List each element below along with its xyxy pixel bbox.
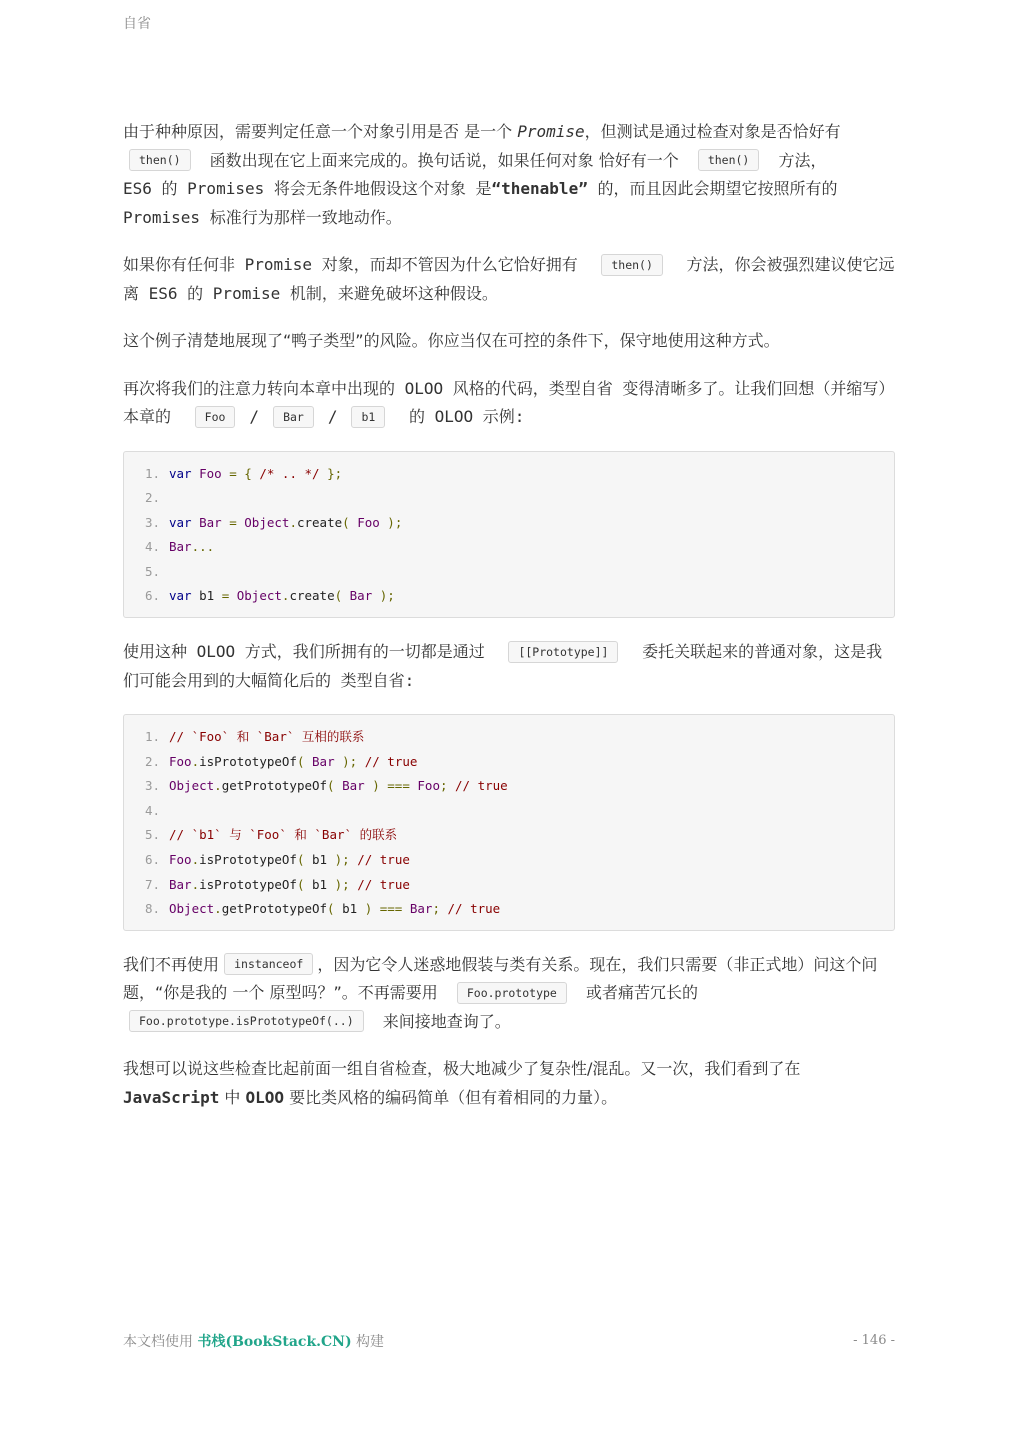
code-line bbox=[124, 873, 894, 898]
line-number: 3. bbox=[144, 514, 160, 530]
text: ，但测试是通过检查对象是否恰好有 bbox=[584, 122, 841, 141]
code-token bbox=[335, 778, 343, 793]
code-line bbox=[124, 511, 894, 536]
line-number: 6. bbox=[144, 588, 160, 604]
code-token: === bbox=[387, 778, 410, 794]
page-number: - 146 - bbox=[853, 1333, 895, 1348]
code-token bbox=[192, 466, 200, 481]
paragraph-non-promise bbox=[123, 251, 895, 308]
code-token bbox=[229, 588, 237, 603]
code-token: Object bbox=[169, 901, 215, 917]
code-token: Foo bbox=[417, 778, 440, 794]
line-number: 4. bbox=[144, 539, 160, 555]
code-token: b1 bbox=[304, 852, 335, 868]
text: 如果你有任何非 Promise 对象，而却不管因为什么它恰好拥有 bbox=[123, 255, 588, 274]
code-token: . bbox=[191, 753, 200, 769]
separator: / bbox=[327, 407, 338, 426]
code-token bbox=[402, 901, 410, 916]
code-token: getPrototypeOf bbox=[221, 778, 328, 794]
text: 委托关联起来的普通对象，这是我们可能会用到的大幅简化后的 类型自省: bbox=[123, 642, 883, 690]
code-token: . bbox=[191, 852, 200, 868]
code-block-type-introspection bbox=[123, 714, 895, 931]
strong-javascript: JavaScript bbox=[123, 1087, 220, 1107]
code-text bbox=[169, 511, 402, 536]
code-text bbox=[169, 897, 500, 922]
code-token: ( bbox=[296, 753, 305, 769]
code-token: }; bbox=[327, 465, 343, 481]
line-number: 2. bbox=[144, 490, 160, 506]
line-number: 7. bbox=[144, 876, 160, 892]
footer-suffix: 构建 bbox=[351, 1334, 385, 1350]
inline-code-b1: b1 bbox=[351, 406, 385, 428]
paragraph-duck-typing: 这个例子清楚地展现了“鸭子类型”的风险。你应当仅在可控的条件下，保守地使用这种方式。 bbox=[123, 331, 780, 350]
code-token: = bbox=[229, 514, 237, 530]
code-token: Object bbox=[236, 588, 282, 604]
code-line bbox=[124, 584, 894, 609]
code-token: ); bbox=[334, 852, 350, 868]
code-token: // true bbox=[357, 876, 410, 892]
code-token: Object bbox=[169, 778, 215, 794]
code-token bbox=[335, 754, 343, 769]
code-token: Bar bbox=[349, 588, 373, 604]
footer-credit bbox=[123, 1331, 384, 1351]
code-line bbox=[124, 799, 894, 824]
paragraph-oloo-intro bbox=[123, 375, 895, 432]
code-line bbox=[124, 462, 894, 487]
code-token: isPrototypeOf bbox=[199, 852, 297, 868]
code-token: getPrototypeOf bbox=[221, 901, 328, 917]
text: 的，而且因此会期望它按照所有的 Promises 标准行为那样一致地动作。 bbox=[123, 179, 838, 227]
inline-code-then: then() bbox=[698, 149, 760, 171]
code-token: Foo bbox=[199, 465, 222, 481]
text: 我想可以说这些检查比起前面一组自省检查，极大地减少了复杂性/混乱。又一次，我们看到了在 bbox=[123, 1059, 801, 1079]
code-line bbox=[124, 535, 894, 560]
code-token: = bbox=[221, 588, 230, 604]
text: 方法， bbox=[773, 150, 827, 170]
code-text bbox=[169, 750, 417, 775]
code-text bbox=[169, 462, 342, 487]
code-token: . bbox=[191, 876, 200, 892]
inline-code-foo-prototype: Foo.prototype bbox=[457, 982, 567, 1004]
code-token: // true bbox=[357, 852, 410, 868]
code-text bbox=[169, 774, 508, 799]
code-token: isPrototypeOf bbox=[199, 876, 297, 892]
text: 由于种种原因，需要判定任意一个对象引用是否 是一个 bbox=[123, 122, 518, 141]
text: 或者痛苦冗长的 bbox=[580, 983, 698, 1003]
code-token: isPrototypeOf bbox=[199, 753, 297, 769]
line-number: 3. bbox=[144, 778, 160, 794]
inline-code-then: then() bbox=[129, 149, 191, 171]
code-token: { bbox=[244, 465, 252, 481]
code-token: Bar bbox=[312, 753, 335, 769]
text: 方法，你会被强烈建议使它远离 ES6 的 Promise 机制，来避免破坏这种假设。 bbox=[123, 255, 895, 303]
paragraph-promise-thenable bbox=[123, 118, 895, 232]
code-token: === bbox=[379, 901, 403, 917]
code-block-oloo-example bbox=[123, 451, 895, 619]
code-token: ); bbox=[342, 753, 358, 769]
text: 函数出现在它上面来完成的。换句话说，如果任何对象 恰好有一个 bbox=[204, 150, 684, 170]
code-token: . bbox=[214, 778, 222, 794]
line-number: 2. bbox=[144, 753, 160, 769]
code-token bbox=[372, 901, 380, 916]
code-token: Bar bbox=[169, 539, 192, 555]
code-token: . bbox=[214, 901, 222, 917]
code-token: // true bbox=[455, 778, 508, 794]
code-line bbox=[124, 823, 894, 848]
code-token: ) bbox=[364, 901, 373, 917]
code-token: ( bbox=[327, 778, 335, 794]
code-token: Foo bbox=[357, 514, 380, 530]
paragraph-conclusion bbox=[123, 1055, 895, 1112]
code-token bbox=[192, 515, 200, 530]
inline-code-foo: Foo bbox=[195, 406, 236, 428]
code-token: ); bbox=[379, 588, 395, 604]
code-token: Bar bbox=[342, 778, 365, 794]
code-token: create bbox=[289, 588, 335, 604]
code-token: ( bbox=[342, 514, 350, 530]
strong-oloo: OLOO bbox=[245, 1087, 285, 1107]
code-text bbox=[169, 873, 410, 898]
separator: / bbox=[249, 407, 260, 426]
line-number: 1. bbox=[144, 729, 160, 745]
text: 我们不再使用 bbox=[123, 954, 225, 974]
code-token bbox=[320, 466, 328, 481]
code-token: var bbox=[169, 465, 192, 481]
code-token: ( bbox=[296, 876, 305, 892]
code-token: ... bbox=[191, 539, 215, 555]
code-token bbox=[372, 588, 380, 603]
document-body bbox=[123, 118, 895, 1131]
code-token: var bbox=[169, 514, 192, 530]
line-number: 6. bbox=[144, 852, 160, 868]
inline-code-bar: Bar bbox=[273, 406, 314, 428]
code-token: // true bbox=[364, 753, 418, 769]
code-text bbox=[169, 535, 214, 560]
code-text bbox=[169, 848, 410, 873]
code-token: ); bbox=[334, 876, 350, 892]
code-token: . bbox=[289, 514, 297, 530]
strong-thenable: “thenable” bbox=[491, 179, 588, 198]
code-token bbox=[440, 901, 448, 916]
inline-code-prototype: [[Prototype]] bbox=[508, 641, 618, 663]
code-token: b1 bbox=[304, 876, 335, 892]
code-token: /* .. */ bbox=[259, 465, 320, 481]
code-token bbox=[304, 754, 312, 769]
code-token: ; bbox=[432, 901, 440, 917]
code-token: // `b1` 与 `Foo` 和 `Bar` 的联系 bbox=[169, 827, 398, 843]
code-line bbox=[124, 750, 894, 775]
code-token: Foo bbox=[169, 852, 192, 868]
code-token: Bar bbox=[409, 901, 433, 917]
code-line bbox=[124, 486, 894, 511]
text: 要比类风格的编码简单（但有着相同的力量）。 bbox=[284, 1087, 618, 1107]
footer-brand-link[interactable]: 书栈(BookStack.CN) bbox=[197, 1334, 352, 1350]
text: ，因为它令人迷惑地假装与类有关系。现在，我们只需要（非正式地）问这个问题，“你是我的 一个 原型吗？”。不再需要用 bbox=[123, 954, 878, 1003]
code-token: ; bbox=[439, 778, 448, 794]
code-token: Bar bbox=[169, 876, 192, 892]
text: 的 OLOO 示例: bbox=[399, 407, 525, 426]
code-token: . bbox=[281, 588, 290, 604]
code-token: ( bbox=[327, 901, 335, 917]
emphasis-promise: Promise bbox=[517, 122, 585, 141]
code-token: ( bbox=[296, 852, 305, 868]
code-token: var bbox=[169, 588, 192, 604]
code-token: b1 bbox=[191, 588, 222, 604]
code-token: = bbox=[229, 465, 237, 481]
inline-code-is-prototype-of: Foo.prototype.isPrototypeOf(..) bbox=[129, 1010, 364, 1032]
line-number: 8. bbox=[144, 901, 160, 917]
code-text bbox=[169, 823, 397, 848]
code-token: b1 bbox=[334, 901, 365, 917]
code-token bbox=[342, 588, 350, 603]
code-token: Foo bbox=[169, 753, 192, 769]
code-token bbox=[357, 754, 365, 769]
code-token: // true bbox=[447, 901, 501, 917]
running-header: 自省 bbox=[123, 16, 151, 32]
inline-code-then: then() bbox=[601, 254, 663, 276]
code-line bbox=[124, 725, 894, 750]
code-token: create bbox=[296, 514, 343, 530]
code-text bbox=[169, 584, 395, 609]
text: 中 bbox=[219, 1087, 246, 1107]
code-token: ) bbox=[372, 778, 380, 794]
inline-code-instanceof: instanceof bbox=[224, 953, 313, 975]
code-token bbox=[448, 778, 456, 793]
text: 来间接地查询了。 bbox=[377, 1011, 511, 1031]
text: 再次将我们的注意力转向本章中出现的 OLOO 风格的代码，类型自省 变得清晰多了。让我们回想（并缩写）本章的 bbox=[123, 378, 895, 426]
paragraph-oloo-delegation bbox=[123, 638, 895, 695]
line-number: 4. bbox=[144, 802, 160, 818]
text: 使用这种 OLOO 方式，我们所拥有的一切都是通过 bbox=[123, 642, 495, 662]
code-token: ); bbox=[387, 514, 403, 530]
code-token: ( bbox=[334, 588, 343, 604]
text: ES6 的 Promises 将会无条件地假设这个对象 是 bbox=[123, 179, 492, 198]
footer-prefix: 本文档使用 bbox=[123, 1334, 198, 1350]
code-line bbox=[124, 560, 894, 585]
code-token: // `Foo` 和 `Bar` 互相的联系 bbox=[169, 729, 365, 745]
code-line bbox=[124, 774, 894, 799]
code-line bbox=[124, 848, 894, 873]
line-number: 1. bbox=[144, 465, 160, 481]
paragraph-no-instanceof bbox=[123, 951, 895, 1037]
code-token: Object bbox=[244, 514, 290, 530]
line-number: 5. bbox=[144, 827, 160, 843]
code-text bbox=[169, 725, 364, 750]
line-number: 5. bbox=[144, 563, 160, 579]
code-line bbox=[124, 897, 894, 922]
code-token: Bar bbox=[199, 514, 222, 530]
